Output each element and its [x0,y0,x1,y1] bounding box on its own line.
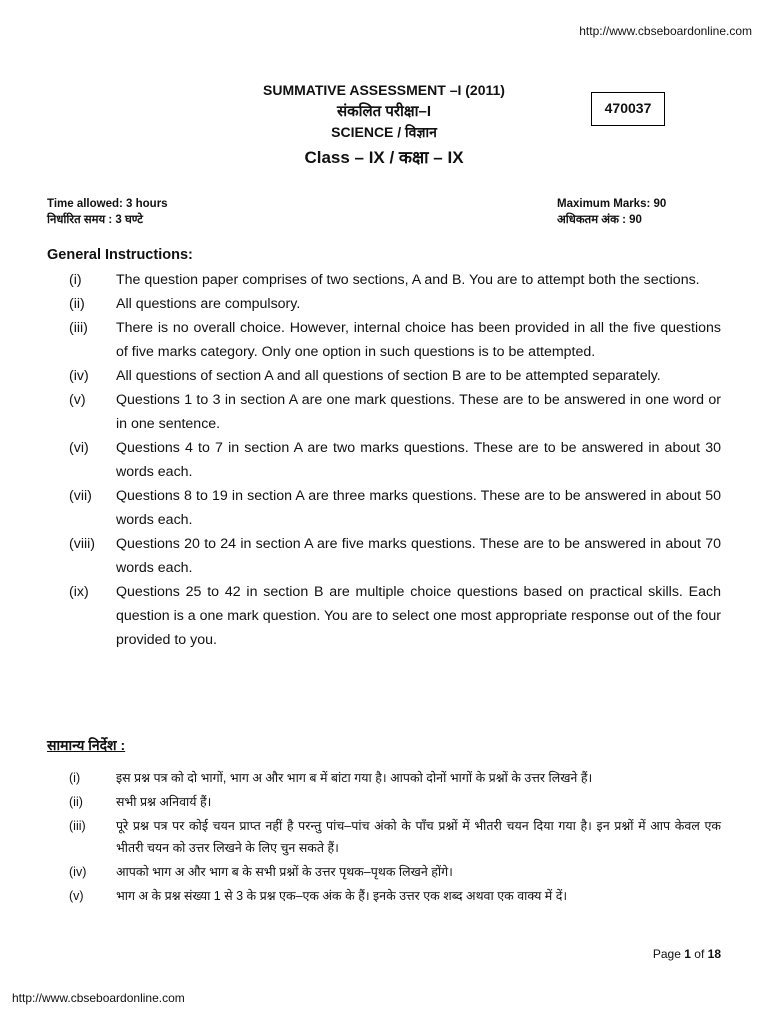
instruction-number: (ii) [69,296,85,312]
page-of: of [694,947,705,961]
page-current: 1 [684,947,691,961]
instruction-item [47,268,721,292]
hindi-instructions-heading: सामान्य निर्देश : [47,737,126,753]
hindi-instruction-item [47,861,721,883]
hindi-instruction-item [47,767,721,789]
time-allowed-en: Time allowed: 3 hours [47,198,168,210]
instruction-item [47,388,721,436]
instruction-item [47,292,721,316]
class-title: Class – IX / कक्षा – IX [304,148,464,167]
instruction-text: आपको भाग अ और भाग ब के सभी प्रश्नों के उत्तर पृथक–पृथक लिखने होंगे। [116,865,453,879]
instruction-number: (vii) [69,488,92,504]
instruction-number: (v) [69,889,84,903]
instruction-number: (iv) [69,368,89,384]
instruction-number: (viii) [69,536,95,552]
instruction-number: (v) [69,392,86,408]
instruction-text: सभी प्रश्न अनिवार्य हैं। [116,795,212,809]
instruction-text: There is no overall choice. However, internal choice has been provided in all the five questions of five marks category. Only one option in such questions is to be attempted. [116,320,721,360]
instruction-item [47,580,721,652]
max-marks-en: Maximum Marks: 90 [557,198,667,210]
instruction-text: All questions of section A and all questions of section B are to be attempted separately. [116,368,661,384]
instruction-item [47,532,721,580]
instruction-number: (ii) [69,795,83,809]
page-label: Page [652,947,681,961]
instruction-number: (iii) [69,320,88,336]
instruction-text: Questions 1 to 3 in section A are one mark questions. These are to be answered in one word or in one sentence. [116,392,721,432]
instruction-item [47,484,721,532]
instruction-text: इस प्रश्न पत्र को दो भागों, भाग अ और भाग ब में बांटा गया है। आपको दोनों भागों के प्रश्नों के उत्तर लिखने हैं। [116,771,593,785]
paper-code-box: 470037 [591,92,665,126]
instruction-text: All questions are compulsory. [116,296,301,312]
instruction-text: भाग अ के प्रश्न संख्या 1 से 3 के प्रश्न एक–एक अंक के हैं। इनके उत्तर एक शब्द अथवा एक वाक्य में दें। [116,889,568,903]
instruction-item [47,364,721,388]
max-marks-hi: अधिकतम अंक : 90 [557,214,642,226]
source-url-bottom[interactable]: http://www.cbseboardonline.com [12,991,185,1005]
instruction-item [47,316,721,364]
instruction-number: (i) [69,771,81,785]
instruction-text: Questions 4 to 7 in section A are two marks questions. These are to be answered in about 30 words each. [116,440,721,480]
general-instructions-list [47,268,721,652]
assessment-title: SUMMATIVE ASSESSMENT –I (2011) [263,82,505,98]
instruction-number: (iii) [69,819,86,833]
hindi-instruction-item [47,791,721,813]
instruction-number: (iv) [69,865,87,879]
instruction-text: Questions 20 to 24 in section A are five marks questions. These are to be answered in about 70 words each. [116,536,721,576]
instruction-text: पूरे प्रश्न पत्र पर कोई चयन प्राप्त नहीं है परन्तु पांच–पांच अंको के पाँच प्रश्नों में भीतरी चयन दिया गया है। इन प्रश्नों में आप केवल एक भीतरी चयन को उत्तर लिखने के लिए चुन सकते हैं। [116,819,721,855]
assessment-title-hindi: संकलित परीक्षा–I [336,103,432,120]
instruction-text: Questions 25 to 42 in section B are multiple choice questions based on practical skills. Each question is a one mark question. You are to select one most appropriate response out of the four provided to you. [116,584,721,648]
time-allowed [47,196,168,228]
hindi-instruction-item [47,815,721,859]
hindi-instructions-list [47,767,721,909]
instruction-number: (vi) [69,440,89,456]
page-number [653,947,721,961]
maximum-marks [557,196,666,228]
instruction-text: Questions 8 to 19 in section A are three marks questions. These are to be answered in about 50 words each. [116,488,721,528]
general-instructions-heading: General Instructions: [47,247,193,263]
subject-title: SCIENCE / विज्ञान [331,124,437,140]
hindi-instruction-item [47,885,721,907]
instruction-text: The question paper comprises of two sections, A and B. You are to attempt both the sections. [116,272,700,288]
page-total: 18 [707,947,721,961]
time-allowed-hi: निर्धारित समय : 3 घण्टे [47,214,143,226]
instruction-item [47,436,721,484]
instruction-number: (i) [69,272,82,288]
source-url-top[interactable]: http://www.cbseboardonline.com [579,24,752,38]
instruction-number: (ix) [69,584,89,600]
